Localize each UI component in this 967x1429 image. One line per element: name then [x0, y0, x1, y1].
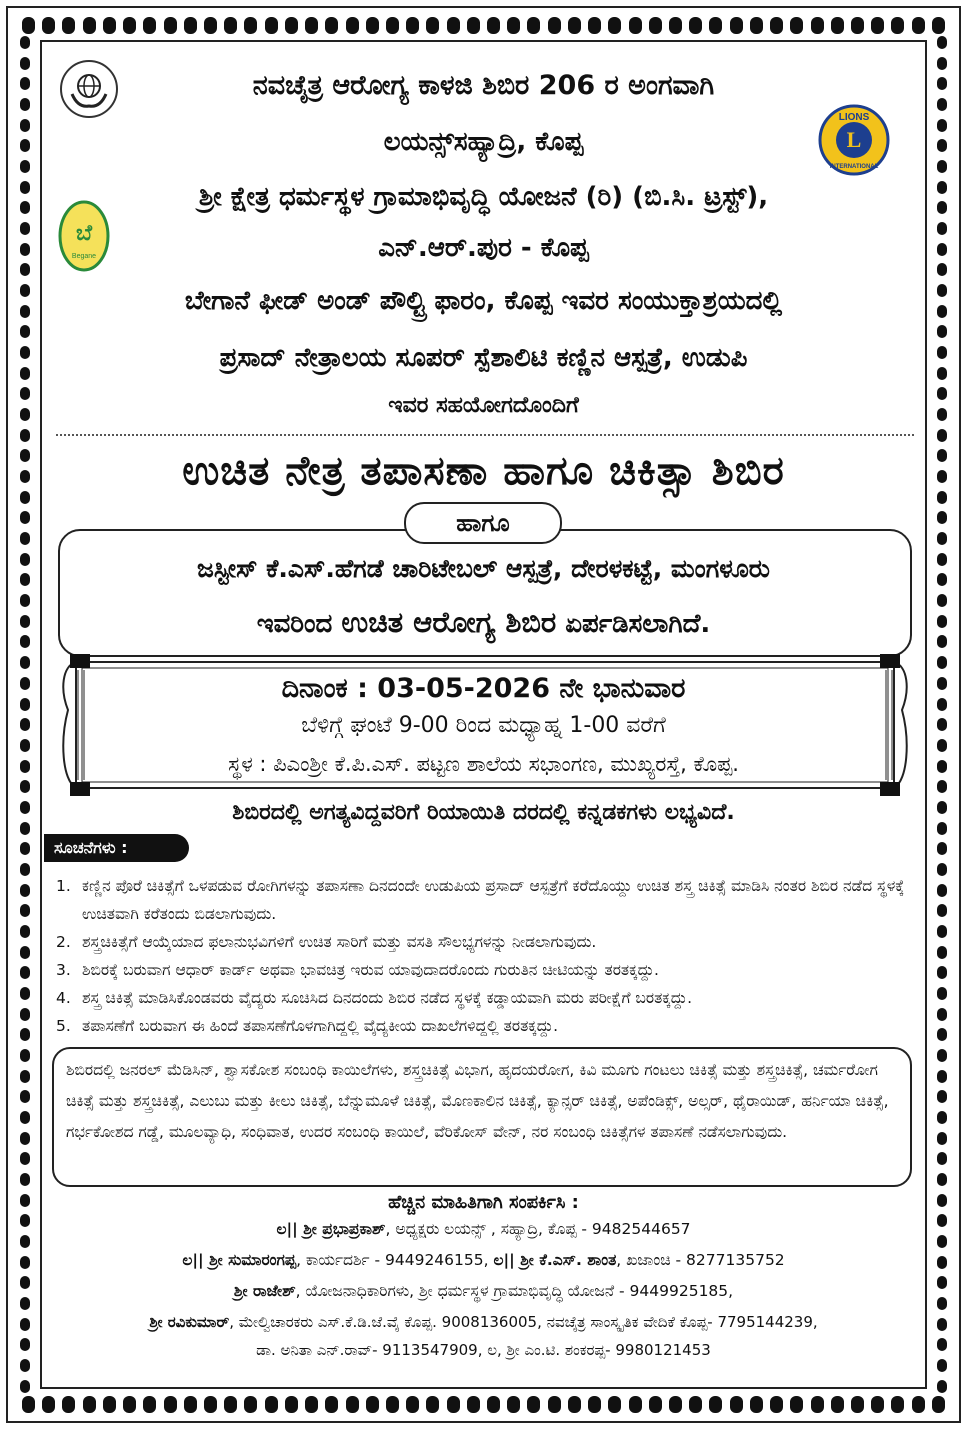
- list-num: 3.: [56, 961, 71, 979]
- border-dot: [527, 17, 540, 34]
- border-dot: [937, 656, 947, 669]
- border-dot: [548, 1396, 561, 1413]
- border-dot: [224, 17, 237, 34]
- border-dot: [20, 863, 30, 876]
- border-dot: [20, 1070, 30, 1083]
- list-text: ಕಣ್ಣಿನ ಪೊರೆ ಚಿಕಿತ್ಸೆಗೆ ಒಳಪಡುವ ರೋಗಿಗಳನ್ನು ತಪಾಸಣಾ ದಿನದಂದೇ ಉಡುಪಿಯ ಪ್ರಸಾದ್ ಆಸ್ಪತ್ರೆಗೆ ಕರೆದೊಯ್ದು ಉಚಿತ ಶಸ್ತ್ರ ಚಿಕಿತ್ಸೆ ಮಾಡಿಸಿ ನಂತರ ಶಿಬಿರ ನಡೆದ ಸ್ಥಳಕ್ಕೆ ಉಚಿತವಾಗಿ ಕರೆತಂದು ಬಿಡಲಾಗುವುದು.: [82, 877, 905, 923]
- event-place: ಸ್ಥಳ : ಪಿಎಂಶ್ರೀ ಕೆ.ಪಿ.ಎಸ್. ಪಟ್ಟಣ ಶಾಲೆಯ ಸಭಾಂಗಣ, ಮುಖ್ಯರಸ್ತೆ, ಕೊಪ್ಪ.: [228, 752, 739, 776]
- list-text: ಶಿಬಿರಕ್ಕೆ ಬರುವಾಗ ಆಧಾರ್ ಕಾರ್ಡ್ ಅಥವಾ ಭಾವಚಿತ್ರ ಇರುವ ಯಾವುದಾದರೊಂದು ಗುರುತಿನ ಚೀಟಿಯನ್ನು ತರತಕ್ಕದ್ದು.: [82, 961, 659, 979]
- border-dot: [103, 17, 116, 34]
- border-dot: [608, 17, 621, 34]
- border-dot: [143, 1396, 156, 1413]
- border-dot: [123, 17, 136, 34]
- justice-line2-pre: ಇವರಿಂದ: [256, 609, 342, 639]
- border-dot: [20, 263, 30, 276]
- list-item: [56, 872, 916, 928]
- justice-line2-post: ಏರ್ಪಡಿಸಲಾಗಿದೆ.: [556, 609, 711, 639]
- border-dot: [426, 17, 439, 34]
- border-dot: [912, 17, 925, 34]
- contact-2-rest2: , ಖಜಾಂಚಿ - 8277135752: [616, 1251, 785, 1269]
- border-dot: [937, 57, 947, 70]
- border-dot: [790, 1396, 803, 1413]
- border-dot: [305, 17, 318, 34]
- specialities-box: ಶಿಬಿರದಲ್ಲಿ ಜನರಲ್ ಮೆಡಿಸಿನ್, ಶ್ವಾಸಕೋಶ ಸಂಬಂಧಿ ಕಾಯಿಲೆಗಳು, ಶಸ್ತ್ರಚಿಕಿತ್ಸೆ ವಿಭಾಗ, ಹೃದಯರೋಗ, ಕಿವಿ ಮೂಗು ಗಂಟಲು ಚಿಕಿತ್ಸೆ ಮತ್ತು ಶಸ್ತ್ರಚಿಕಿತ್ಸೆ, ಚರ್ಮರೋಗ ಚಿಕಿತ್ಸೆ ಮತ್ತು ಶಸ್ತ್ರಚಿಕಿತ್ಸೆ, ಎಲುಬು ಮತ್ತು ಕೀಲು ಚಿಕಿತ್ಸೆ, ಬೆನ್ನುಮೂಳೆ ಚಿಕಿತ್ಸೆ, ಮೊಣಕಾಲಿನ ಚಿಕಿತ್ಸೆ, ಕ್ಯಾನ್ಸರ್ ಚಿಕಿತ್ಸೆ, ಅಪೆಂಡಿಕ್ಸ್, ಅಲ್ಸರ್, ಥೈರಾಯಿಡ್, ಹರ್ನಿಯಾ ಚಿಕಿತ್ಸೆ, ಗರ್ಭಕೋಶದ ಗಡ್ಡೆ, ಮೂಲವ್ಯಾಧಿ, ಸಂಧಿವಾತ, ಉದರ ಸಂಬಂಧಿ ಕಾಯಿಲೆ, ವೆರಿಕೋಸ್ ವೇನ್, ನರ ಸಂಬಂಧಿ ಚಿಕಿತ್ಸೆಗಳ ತಪಾಸಣೆ ನಡೆಸಲಾಗುವುದು.: [52, 1047, 912, 1187]
- border-dot: [937, 1152, 947, 1165]
- border-dot: [346, 17, 359, 34]
- contact-3-rest: , ಯೋಜನಾಧಿಕಾರಿಗಳು, ಶ್ರೀ ಧರ್ಮಸ್ಥಳ ಗ್ರಾಮಾಭಿವೃದ್ಧಿ ಯೋಜನೆ - 9449925185,: [295, 1282, 734, 1300]
- border-dot: [937, 884, 947, 897]
- border-dot: [20, 987, 30, 1000]
- border-dot: [123, 1396, 136, 1413]
- border-dot: [932, 1396, 945, 1413]
- border-dot: [937, 925, 947, 938]
- border-dot: [447, 17, 460, 34]
- border-dot: [20, 325, 30, 338]
- free-health-camp-line: [0, 605, 967, 640]
- border-dot: [20, 57, 30, 70]
- border-dot: [467, 17, 480, 34]
- border-dot: [750, 1396, 763, 1413]
- lions-text-bottom: INTERNATIONAL: [829, 164, 879, 170]
- border-dot: [325, 1396, 338, 1413]
- border-dot: [447, 1396, 460, 1413]
- border-dot: [891, 17, 904, 34]
- border-dot: [366, 1396, 379, 1413]
- list-item: [56, 956, 916, 984]
- border-dot: [937, 429, 947, 442]
- border-dot: [406, 1396, 419, 1413]
- border-dot: [937, 1359, 947, 1372]
- border-dot: [20, 656, 30, 669]
- border-dot: [143, 17, 156, 34]
- border-dot: [325, 17, 338, 34]
- border-dot: [730, 17, 743, 34]
- header-line-2: ಲಯನ್ಸ್‌ಸಹ್ಯಾದ್ರಿ, ಕೊಪ್ಪ: [383, 127, 584, 157]
- border-dot: [42, 1396, 55, 1413]
- border-dot: [20, 1111, 30, 1124]
- border-dot: [507, 17, 520, 34]
- border-dot: [730, 1396, 743, 1413]
- border-dot: [487, 1396, 500, 1413]
- border-dot: [937, 36, 947, 49]
- border-dot: [937, 1028, 947, 1041]
- border-dot: [588, 1396, 601, 1413]
- lions-letter: L: [846, 127, 862, 152]
- border-dot: [20, 739, 30, 752]
- border-dot: [366, 17, 379, 34]
- lions-text-top: LIONS: [838, 112, 870, 123]
- border-dot: [20, 780, 30, 793]
- border-dot: [608, 1396, 621, 1413]
- border-dot: [20, 884, 30, 897]
- border-dot: [20, 36, 30, 49]
- border-dot: [22, 1396, 35, 1413]
- border-dot: [669, 17, 682, 34]
- border-dot: [770, 17, 783, 34]
- border-dot: [83, 17, 96, 34]
- header-line-1: ನವಚೈತ್ರ ಆರೋಗ್ಯ ಕಾಳಜಿ ಶಿಬಿರ 206 ರ ಅಂಗವಾಗಿ: [252, 70, 715, 101]
- header-line-7: ಇವರ ಸಹಯೋಗದೊಂದಿಗೆ: [388, 393, 579, 418]
- border-dot: [83, 1396, 96, 1413]
- border-dot: [20, 966, 30, 979]
- border-dot: [285, 17, 298, 34]
- border-dot: [62, 1396, 75, 1413]
- border-dot: [244, 17, 257, 34]
- border-dot: [851, 1396, 864, 1413]
- border-dot: [164, 17, 177, 34]
- spectacles-note: ಶಿಬಿರದಲ್ಲಿ ಅಗತ್ಯವಿದ್ದವರಿಗೆ ರಿಯಾಯಿತಿ ದರದಲ್ಲಿ ಕನ್ನಡಕಗಳು ಲಭ್ಯವಿದೆ.: [232, 800, 735, 825]
- border-dot: [20, 511, 30, 524]
- border-dot: [103, 1396, 116, 1413]
- border-dot: [164, 1396, 177, 1413]
- border-dot: [937, 987, 947, 1000]
- border-dot: [831, 17, 844, 34]
- header-line-5: ಬೇಗಾನೆ ಫೀಡ್ ಅಂಡ್ ಪೌಲ್ಟ್ರಿ ಫಾರಂ, ಕೊಪ್ಪ ಇವರ ಸಂಯುಕ್ತಾಶ್ರಯದಲ್ಲಿ: [184, 286, 783, 316]
- border-dot: [937, 739, 947, 752]
- header-line-6: ಪ್ರಸಾದ್ ನೇತ್ರಾಲಯ ಸೂಪರ್ ಸ್ಪೆಶಾಲಿಟಿ ಕಣ್ಣಿನ ಆಸ್ಪತ್ರೆ, ಉಡುಪಿ: [219, 343, 748, 373]
- border-dot: [467, 1396, 480, 1413]
- contact-line-1: [0, 1220, 967, 1239]
- border-dot: [568, 1396, 581, 1413]
- border-dot: [709, 17, 722, 34]
- list-num: 1.: [56, 877, 71, 895]
- begane-letter: ಬೆ: [76, 221, 92, 246]
- list-num: 5.: [56, 1017, 71, 1035]
- contact-line-2: [0, 1251, 967, 1270]
- border-dot: [871, 1396, 884, 1413]
- border-dot: [937, 863, 947, 876]
- border-dot: [20, 532, 30, 545]
- event-time: ಬೆಳಿಗ್ಗೆ ಘಂಟೆ 9-00 ರಿಂದ ಮಧ್ಯಾಹ್ನ 1-00 ವರೆಗೆ: [301, 713, 666, 738]
- border-dot: [937, 1008, 947, 1021]
- border-dot: [527, 1396, 540, 1413]
- border-dot: [20, 1028, 30, 1041]
- border-dot: [20, 1090, 30, 1103]
- border-dot: [811, 1396, 824, 1413]
- border-dot: [937, 966, 947, 979]
- border-dot: [346, 1396, 359, 1413]
- border-dot: [937, 1111, 947, 1124]
- contact-3-name: ಶ್ರೀ ರಾಜೇಶ್: [233, 1282, 296, 1300]
- instructions-list: [56, 872, 916, 1040]
- contact-1-name: ಲ|| ಶ್ರೀ ಪ್ರಭಾಪ್ರಕಾಶ್: [276, 1220, 386, 1238]
- border-dot: [851, 17, 864, 34]
- justice-line2-bold: ಉಚಿತ ಆರೋಗ್ಯ ಶಿಬಿರ: [341, 605, 557, 639]
- border-dot: [891, 1396, 904, 1413]
- border-dot: [932, 17, 945, 34]
- list-item: [56, 984, 916, 1012]
- border-dot: [937, 904, 947, 917]
- border-dot: [62, 17, 75, 34]
- contact-line-4: [0, 1313, 967, 1331]
- border-dot: [20, 1008, 30, 1021]
- border-dot: [244, 1396, 257, 1413]
- border-dot: [770, 1396, 783, 1413]
- event-date: ದಿನಾಂಕ : 03-05-2026 ನೇ ಭಾನುವಾರ: [281, 673, 686, 704]
- border-dot: [20, 842, 30, 855]
- border-dot: [20, 429, 30, 442]
- border-dot: [20, 904, 30, 917]
- border-dot: [20, 160, 30, 173]
- border-dot: [548, 17, 561, 34]
- border-dot: [937, 946, 947, 959]
- contact-2-name: ಲ|| ಶ್ರೀ ಸುಮಾರಂಗಪ್ಪ: [182, 1251, 297, 1269]
- list-text: ಶಸ್ತ್ರ ಚಿಕಿತ್ಸೆ ಮಾಡಿಸಿಕೊಂಡವರು ವೈದ್ಯರು ಸೂಚಿಸಿದ ದಿನದಂದು ಶಿಬಿರ ನಡೆದ ಸ್ಥಳಕ್ಕೆ ಕಡ್ಡಾಯವಾಗಿ ಮರು ಪರೀಕ್ಷೆಗೆ ಬರತಕ್ಕದ್ದು.: [82, 989, 693, 1007]
- border-dot: [20, 1173, 30, 1186]
- list-item: [56, 1012, 916, 1040]
- border-dot: [224, 1396, 237, 1413]
- border-dot: [709, 1396, 722, 1413]
- border-dot: [386, 1396, 399, 1413]
- border-dot: [937, 1173, 947, 1186]
- contact-4-rest: , ಮೇಲ್ವಿಚಾರಕರು ಎಸ್.ಕೆ.ಡಿ.ಜೆ.ವೈ ಕೊಪ್ಪ. 9008136005, ನವಚೈತ್ರ ಸಾಂಸ್ಕೃತಿಕ ವೇದಿಕೆ ಕೊಪ್ಪ- 7795144239,: [229, 1313, 818, 1331]
- border-dot: [871, 17, 884, 34]
- contact-heading: ಹೆಚ್ಚಿನ ಮಾಹಿತಿಗಾಗಿ ಸಂಪರ್ಕಿಸಿ :: [388, 1192, 579, 1213]
- border-dot: [406, 17, 419, 34]
- border-dot: [20, 1359, 30, 1372]
- border-dot: [750, 17, 763, 34]
- border-dot: [790, 17, 803, 34]
- border-dot: [937, 780, 947, 793]
- border-dot: [937, 1380, 947, 1393]
- border-dot: [285, 1396, 298, 1413]
- list-text: ಶಸ್ತ್ರಚಿಕಿತ್ಸೆಗೆ ಆಯ್ಕೆಯಾದ ಫಲಾನುಭವಿಗಳಿಗೆ ಉಚಿತ ಸಾರಿಗೆ ಮತ್ತು ವಸತಿ ಸೌಲಭ್ಯಗಳನ್ನು ನೀಡಲಾಗುವುದು.: [82, 933, 597, 951]
- border-dot: [669, 1396, 682, 1413]
- border-dot: [937, 1070, 947, 1083]
- list-num: 4.: [56, 989, 71, 1007]
- border-dot: [937, 325, 947, 338]
- justice-hospital-line: ಜಸ್ಟೀಸ್ ಕೆ.ಎಸ್.ಹೆಗಡೆ ಚಾರಿಟೇಬಲ್ ಆಸ್ಪತ್ರೆ, ದೇರಳಕಟ್ಟೆ, ಮಂಗಳೂರು: [197, 554, 770, 583]
- main-title: ಉಚಿತ ನೇತ್ರ ತಪಾಸಣಾ ಹಾಗೂ ಚಿಕಿತ್ಸಾ ಶಿಬಿರ: [182, 448, 785, 494]
- instructions-label: ಸೂಚನೆಗಳು :: [44, 834, 189, 862]
- border-dot: [689, 17, 702, 34]
- border-dot: [487, 17, 500, 34]
- border-dot: [386, 17, 399, 34]
- border-dot: [20, 946, 30, 959]
- border-dot: [184, 1396, 197, 1413]
- border-dot: [937, 842, 947, 855]
- top-dot-border: [22, 14, 945, 36]
- list-text: ತಪಾಸಣೆಗೆ ಬರುವಾಗ ಈ ಹಿಂದೆ ತಪಾಸಣೆಗೊಳಗಾಗಿದ್ದಲ್ಲಿ ವೈದ್ಯಕೀಯ ದಾಖಲೆಗಳಿದ್ದಲ್ಲಿ ತರತಕ್ಕದ್ದು.: [82, 1017, 559, 1035]
- dotted-separator: [56, 434, 914, 436]
- contact-2-name2: ಲ|| ಶ್ರೀ ಕೆ.ಎಸ್. ಶಾಂತ: [493, 1251, 617, 1269]
- contact-1-rest: , ಅಧ್ಯಕ್ಷರು ಲಯನ್ಸ್ , ಸಹ್ಯಾದ್ರಿ, ಕೊಪ್ಪ - 9482544657: [385, 1220, 691, 1238]
- contact-2-rest: , ಕಾರ್ಯದರ್ಶಿ - 9449246155,: [296, 1251, 494, 1269]
- border-dot: [305, 1396, 318, 1413]
- border-dot: [937, 511, 947, 524]
- border-dot: [20, 1132, 30, 1145]
- border-dot: [568, 17, 581, 34]
- border-dot: [426, 1396, 439, 1413]
- border-dot: [937, 1132, 947, 1145]
- contact-line-3: [0, 1282, 967, 1301]
- border-dot: [649, 17, 662, 34]
- border-dot: [20, 925, 30, 938]
- border-dot: [937, 532, 947, 545]
- border-dot: [20, 1380, 30, 1393]
- header-line-4: ಎನ್.ಆರ್.ಪುರ - ಕೊಪ್ಪ: [378, 233, 589, 263]
- border-dot: [20, 1049, 30, 1062]
- list-num: 2.: [56, 933, 71, 951]
- border-dot: [689, 1396, 702, 1413]
- header-line-3: ಶ್ರೀ ಕ್ಷೇತ್ರ ಧರ್ಮಸ್ಥಳ ಗ್ರಾಮಾಭಿವೃದ್ಧಿ ಯೋಜನೆ (ರಿ) (ಬಿ.ಸಿ. ಟ್ರಸ್ಟ್),: [198, 182, 769, 212]
- border-dot: [42, 17, 55, 34]
- border-dot: [204, 17, 217, 34]
- border-dot: [204, 1396, 217, 1413]
- border-dot: [588, 17, 601, 34]
- border-dot: [507, 1396, 520, 1413]
- border-dot: [649, 1396, 662, 1413]
- border-dot: [937, 263, 947, 276]
- border-dot: [912, 1396, 925, 1413]
- contact-4-name: ಶ್ರೀ ರವಿಕುಮಾರ್: [149, 1313, 230, 1331]
- border-dot: [265, 17, 278, 34]
- border-dot: [831, 1396, 844, 1413]
- border-dot: [937, 160, 947, 173]
- border-dot: [937, 1090, 947, 1103]
- border-dot: [22, 17, 35, 34]
- border-dot: [937, 1049, 947, 1062]
- begane-text: Begane: [71, 253, 97, 260]
- border-dot: [629, 17, 642, 34]
- border-dot: [184, 17, 197, 34]
- bottom-dot-border: [22, 1393, 945, 1415]
- border-dot: [811, 17, 824, 34]
- list-item: [56, 928, 916, 956]
- border-dot: [20, 1152, 30, 1165]
- border-dot: [265, 1396, 278, 1413]
- contact-line-5: ಡಾ. ಅನಿತಾ ಎನ್.ರಾವ್- 9113547909, ಲ, ಶ್ರೀ ಎಂ.ಟಿ. ಶಂಕರಪ್ಪ- 9980121453: [256, 1341, 711, 1359]
- haagu-label: ಹಾಗೂ: [404, 502, 562, 544]
- border-dot: [629, 1396, 642, 1413]
